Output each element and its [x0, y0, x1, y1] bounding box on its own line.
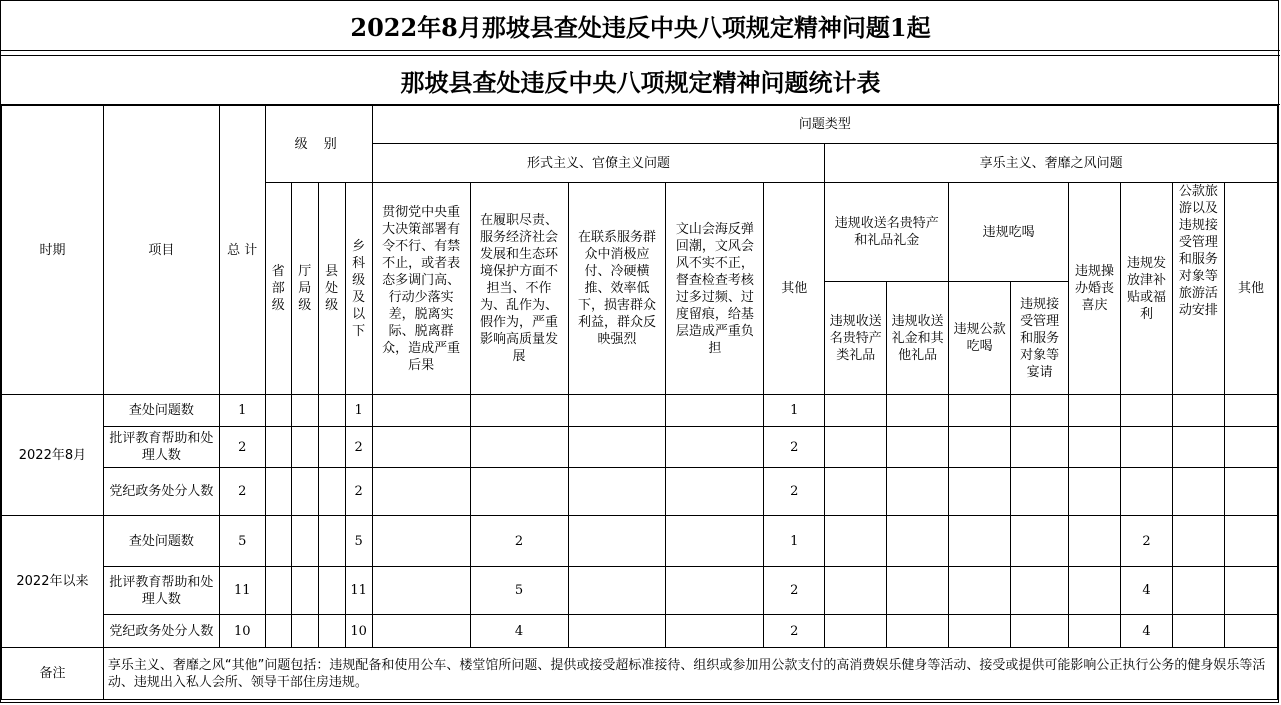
- level-dept-cell: [291, 427, 318, 468]
- wedding-cell: [1069, 468, 1121, 516]
- level-dept-cell: [291, 516, 318, 567]
- eat-b-cell: [1011, 615, 1069, 648]
- period-cell: 2022年8月: [2, 395, 104, 516]
- formalism-2-cell: [470, 468, 568, 516]
- table-row: [2, 516, 1278, 567]
- total-cell: 1: [219, 395, 265, 427]
- header-formalism-3: 在联系服务群众中消极应付、冷硬横推、效率低下，损害群众利益，群众反映强烈: [568, 183, 666, 395]
- formalism-4-cell: [666, 395, 764, 427]
- formalism-4-cell: [666, 468, 764, 516]
- gift-b-cell: [887, 468, 949, 516]
- header-subsidy: 违规发放津补贴或福利: [1121, 183, 1173, 395]
- header-formalism-2: 在履职尽责、服务经济社会发展和生态环境保护方面不担当、不作为、乱作为、假作为，严重影响高质量发展: [470, 183, 568, 395]
- travel-cell: [1172, 516, 1224, 567]
- formalism-3-cell: [568, 427, 666, 468]
- formalism-other-cell: 2: [764, 615, 825, 648]
- gift-a-cell: [825, 427, 887, 468]
- level-county-cell: [318, 427, 345, 468]
- page-title: 2022年8月那坡县查处违反中央八项规定精神问题1起: [1, 1, 1280, 51]
- formalism-2-cell: [470, 395, 568, 427]
- gift-a-cell: [825, 395, 887, 427]
- header-eat-b: 违规接受管理和服务对象等宴请: [1011, 282, 1069, 395]
- header-wedding: 违规操办婚丧喜庆: [1069, 183, 1121, 395]
- hedonism-other-cell: [1224, 615, 1277, 648]
- wedding-cell: [1069, 615, 1121, 648]
- formalism-2-cell: [470, 427, 568, 468]
- eat-a-cell: [949, 395, 1011, 427]
- table-row: [2, 427, 1278, 468]
- formalism-1-cell: [372, 468, 470, 516]
- formalism-other-cell: 1: [764, 395, 825, 427]
- formalism-4-cell: [666, 567, 764, 615]
- header-eat-a: 违规公款吃喝: [949, 282, 1011, 395]
- formalism-3-cell: [568, 516, 666, 567]
- item-cell: 查处问题数: [103, 395, 219, 427]
- formalism-1-cell: [372, 427, 470, 468]
- notes-row: [2, 648, 1278, 700]
- total-cell: 2: [219, 427, 265, 468]
- wedding-cell: [1069, 516, 1121, 567]
- total-cell: 5: [219, 516, 265, 567]
- eat-b-cell: [1011, 567, 1069, 615]
- table-row: [2, 615, 1278, 648]
- formalism-4-cell: [666, 427, 764, 468]
- subsidy-cell: [1121, 468, 1173, 516]
- wedding-cell: [1069, 395, 1121, 427]
- header-eat: 违规吃喝: [949, 183, 1069, 282]
- level-town-cell: 10: [345, 615, 372, 648]
- header-period: 时期: [2, 106, 104, 395]
- eat-b-cell: [1011, 427, 1069, 468]
- gift-a-cell: [825, 468, 887, 516]
- item-cell: 党纪政务处分人数: [103, 615, 219, 648]
- travel-cell: [1172, 427, 1224, 468]
- formalism-other-cell: 1: [764, 516, 825, 567]
- gift-b-cell: [887, 395, 949, 427]
- level-town-cell: 2: [345, 427, 372, 468]
- level-dept-cell: [291, 615, 318, 648]
- wedding-cell: [1069, 427, 1121, 468]
- subsidy-cell: 4: [1121, 567, 1173, 615]
- level-county-cell: [318, 395, 345, 427]
- item-cell: 批评教育帮助和处理人数: [103, 567, 219, 615]
- header-total: 总 计: [219, 106, 265, 395]
- hedonism-other-cell: [1224, 427, 1277, 468]
- gift-b-cell: [887, 615, 949, 648]
- header-travel: 公款旅游以及违规接受管理和服务对象等旅游活动安排: [1172, 183, 1224, 395]
- formalism-2-cell: 2: [470, 516, 568, 567]
- item-cell: 批评教育帮助和处理人数: [103, 427, 219, 468]
- eat-a-cell: [949, 516, 1011, 567]
- travel-cell: [1172, 567, 1224, 615]
- level-prov-cell: [265, 395, 291, 427]
- level-town-cell: 5: [345, 516, 372, 567]
- hedonism-other-cell: [1224, 468, 1277, 516]
- level-dept-cell: [291, 567, 318, 615]
- formalism-2-cell: 4: [470, 615, 568, 648]
- level-town-cell: 2: [345, 468, 372, 516]
- formalism-4-cell: [666, 615, 764, 648]
- total-cell: 2: [219, 468, 265, 516]
- eat-b-cell: [1011, 468, 1069, 516]
- header-hedonism: 享乐主义、奢靡之风问题: [825, 144, 1278, 183]
- level-town-cell: 11: [345, 567, 372, 615]
- formalism-other-cell: 2: [764, 567, 825, 615]
- header-level-county: 县处级: [318, 183, 345, 395]
- header-gift: 违规收送名贵特产和礼品礼金: [825, 183, 949, 282]
- formalism-3-cell: [568, 615, 666, 648]
- subsidy-cell: [1121, 427, 1173, 468]
- total-cell: 11: [219, 567, 265, 615]
- level-county-cell: [318, 516, 345, 567]
- level-prov-cell: [265, 516, 291, 567]
- gift-b-cell: [887, 427, 949, 468]
- subsidy-cell: 4: [1121, 615, 1173, 648]
- formalism-1-cell: [372, 395, 470, 427]
- notes-text: 享乐主义、奢靡之风“其他”问题包括：违规配备和使用公车、楼堂馆所问题、提供或接受超标准接待、组织或参加用公款支付的高消费娱乐健身等活动、接受或提供可能影响公正执行公务的健身娱乐等活动、违规出入私人会所、领导干部住房违规。: [103, 648, 1277, 700]
- header-formalism-1: 贯彻党中央重大决策部署有令不行、有禁不止，或者表态多调门高、行动少落实差，脱离实际、脱离群众，造成严重后果: [372, 183, 470, 395]
- formalism-1-cell: [372, 567, 470, 615]
- period-cell: 2022年以来: [2, 516, 104, 648]
- item-cell: 查处问题数: [103, 516, 219, 567]
- table-title: 那坡县查处违反中央八项规定精神问题统计表: [1, 55, 1280, 105]
- hedonism-other-cell: [1224, 395, 1277, 427]
- item-cell: 党纪政务处分人数: [103, 468, 219, 516]
- header-gift-a: 违规收送名贵特产类礼品: [825, 282, 887, 395]
- header-item: 项目: [103, 106, 219, 395]
- gift-b-cell: [887, 567, 949, 615]
- level-prov-cell: [265, 615, 291, 648]
- header-formalism: 形式主义、官僚主义问题: [372, 144, 825, 183]
- level-county-cell: [318, 468, 345, 516]
- gift-a-cell: [825, 567, 887, 615]
- level-dept-cell: [291, 468, 318, 516]
- statistics-table: [1, 105, 1278, 700]
- header-level-dept: 厅局级: [291, 183, 318, 395]
- formalism-other-cell: 2: [764, 468, 825, 516]
- wedding-cell: [1069, 567, 1121, 615]
- formalism-3-cell: [568, 567, 666, 615]
- header-gift-b: 违规收送礼金和其他礼品: [887, 282, 949, 395]
- gift-b-cell: [887, 516, 949, 567]
- travel-cell: [1172, 615, 1224, 648]
- total-cell: 10: [219, 615, 265, 648]
- header-hedonism-other: 其他: [1224, 183, 1277, 395]
- formalism-3-cell: [568, 468, 666, 516]
- level-prov-cell: [265, 468, 291, 516]
- level-prov-cell: [265, 567, 291, 615]
- level-prov-cell: [265, 427, 291, 468]
- eat-a-cell: [949, 468, 1011, 516]
- eat-b-cell: [1011, 395, 1069, 427]
- subsidy-cell: 2: [1121, 516, 1173, 567]
- travel-cell: [1172, 468, 1224, 516]
- eat-a-cell: [949, 615, 1011, 648]
- eat-a-cell: [949, 567, 1011, 615]
- level-dept-cell: [291, 395, 318, 427]
- gift-a-cell: [825, 615, 887, 648]
- subsidy-cell: [1121, 395, 1173, 427]
- formalism-4-cell: [666, 516, 764, 567]
- header-formalism-4: 文山会海反弹回潮，文风会风不实不正，督查检查考核过多过频、过度留痕，给基层造成严重负担: [666, 183, 764, 395]
- header-formalism-other: 其他: [764, 183, 825, 395]
- table-row: [2, 567, 1278, 615]
- formalism-1-cell: [372, 615, 470, 648]
- formalism-3-cell: [568, 395, 666, 427]
- header-level-town: 乡科级及以下: [345, 183, 372, 395]
- eat-a-cell: [949, 427, 1011, 468]
- formalism-2-cell: 5: [470, 567, 568, 615]
- travel-cell: [1172, 395, 1224, 427]
- notes-label: 备注: [2, 648, 104, 700]
- level-town-cell: 1: [345, 395, 372, 427]
- formalism-other-cell: 2: [764, 427, 825, 468]
- header-level-prov: 省部级: [265, 183, 291, 395]
- hedonism-other-cell: [1224, 516, 1277, 567]
- header-level: 级 别: [265, 106, 372, 183]
- hedonism-other-cell: [1224, 567, 1277, 615]
- level-county-cell: [318, 615, 345, 648]
- formalism-1-cell: [372, 516, 470, 567]
- table-row: [2, 468, 1278, 516]
- table-row: [2, 395, 1278, 427]
- level-county-cell: [318, 567, 345, 615]
- gift-a-cell: [825, 516, 887, 567]
- header-problem-type: 问题类型: [372, 106, 1277, 144]
- eat-b-cell: [1011, 516, 1069, 567]
